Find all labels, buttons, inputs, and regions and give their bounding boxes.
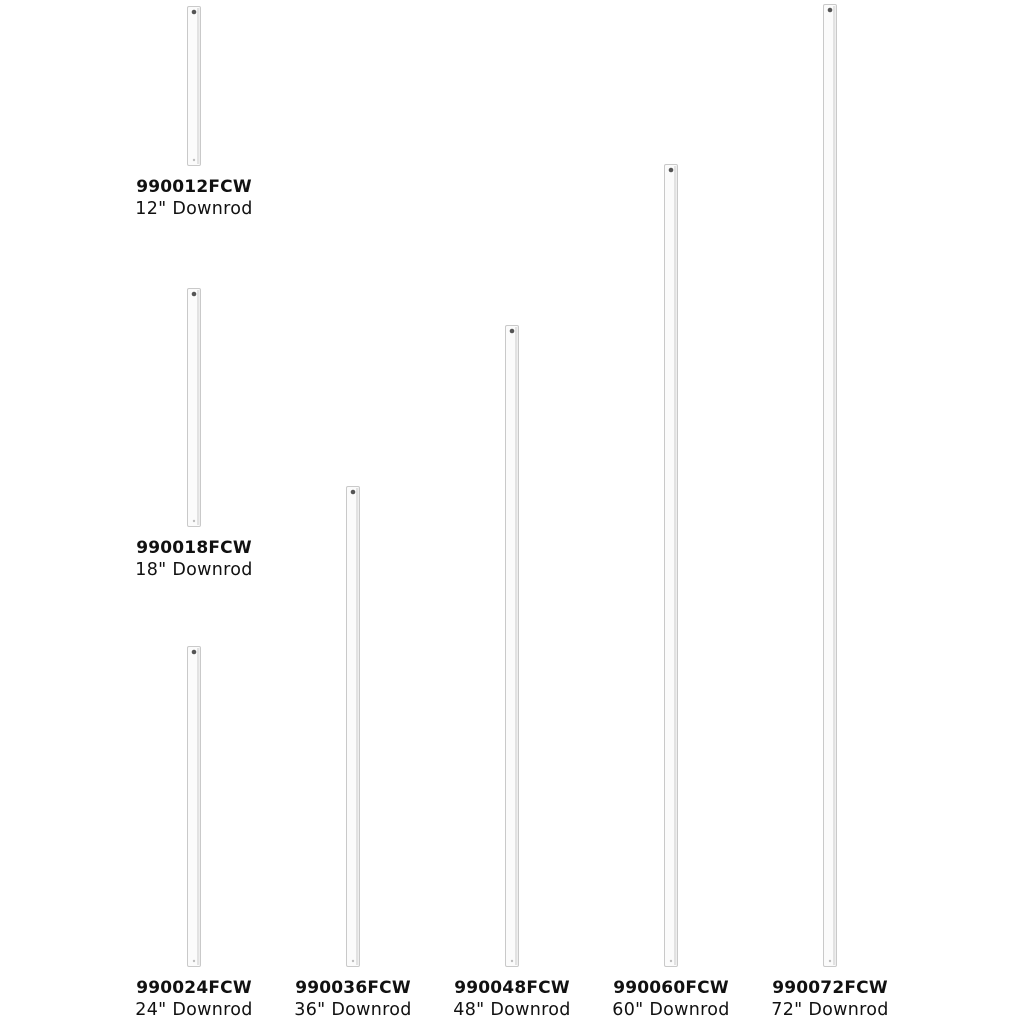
product-label: 60" Downrod bbox=[612, 1000, 730, 1020]
downrod-12-image bbox=[187, 6, 201, 166]
bottom-pin-hole-icon bbox=[511, 960, 513, 962]
product-caption-990024FCW bbox=[104, 977, 284, 1021]
top-pin-hole-icon bbox=[351, 490, 356, 495]
product-label: 18" Downrod bbox=[135, 560, 253, 580]
downrod-48-image bbox=[505, 325, 519, 967]
downrod-shading bbox=[674, 166, 677, 965]
downrod-36-image bbox=[346, 486, 360, 967]
bottom-pin-hole-icon bbox=[352, 960, 354, 962]
downrod-shading bbox=[515, 327, 518, 965]
downrod-tube bbox=[664, 164, 678, 967]
product-sku: 990018FCW bbox=[136, 538, 252, 558]
downrod-60-image bbox=[664, 164, 678, 967]
top-pin-hole-icon bbox=[192, 10, 197, 15]
downrod-tube bbox=[187, 288, 201, 527]
downrod-24-image bbox=[187, 646, 201, 967]
downrod-shading bbox=[197, 648, 200, 965]
bottom-pin-hole-icon bbox=[193, 520, 195, 522]
product-label: 24" Downrod bbox=[135, 1000, 253, 1020]
top-pin-hole-icon bbox=[192, 650, 197, 655]
product-caption-990018FCW bbox=[104, 537, 284, 581]
product-caption-990048FCW bbox=[422, 977, 602, 1021]
product-sku: 990036FCW bbox=[295, 978, 411, 998]
top-pin-hole-icon bbox=[192, 292, 197, 297]
downrod-shading bbox=[197, 8, 200, 164]
product-caption-990072FCW bbox=[740, 977, 920, 1021]
downrod-72-image bbox=[823, 4, 837, 967]
downrod-shading bbox=[356, 488, 359, 965]
top-pin-hole-icon bbox=[510, 329, 515, 334]
top-pin-hole-icon bbox=[669, 168, 674, 173]
downrod-tube bbox=[187, 646, 201, 967]
downrod-tube bbox=[346, 486, 360, 967]
bottom-pin-hole-icon bbox=[193, 960, 195, 962]
product-sku: 990060FCW bbox=[613, 978, 729, 998]
product-caption-990036FCW bbox=[263, 977, 443, 1021]
product-sku: 990012FCW bbox=[136, 177, 252, 197]
downrod-18-image bbox=[187, 288, 201, 527]
product-label: 48" Downrod bbox=[453, 1000, 571, 1020]
product-sku: 990072FCW bbox=[772, 978, 888, 998]
downrod-shading bbox=[833, 6, 836, 965]
product-caption-990060FCW bbox=[581, 977, 761, 1021]
product-label: 72" Downrod bbox=[771, 1000, 889, 1020]
top-pin-hole-icon bbox=[828, 8, 833, 13]
bottom-pin-hole-icon bbox=[829, 960, 831, 962]
downrod-shading bbox=[197, 290, 200, 525]
bottom-pin-hole-icon bbox=[193, 159, 195, 161]
product-label: 36" Downrod bbox=[294, 1000, 412, 1020]
downrod-tube bbox=[187, 6, 201, 166]
product-sku: 990048FCW bbox=[454, 978, 570, 998]
bottom-pin-hole-icon bbox=[670, 960, 672, 962]
product-caption-990012FCW bbox=[104, 176, 284, 220]
product-label: 12" Downrod bbox=[135, 199, 253, 219]
downrod-tube bbox=[505, 325, 519, 967]
product-sku: 990024FCW bbox=[136, 978, 252, 998]
downrod-tube bbox=[823, 4, 837, 967]
